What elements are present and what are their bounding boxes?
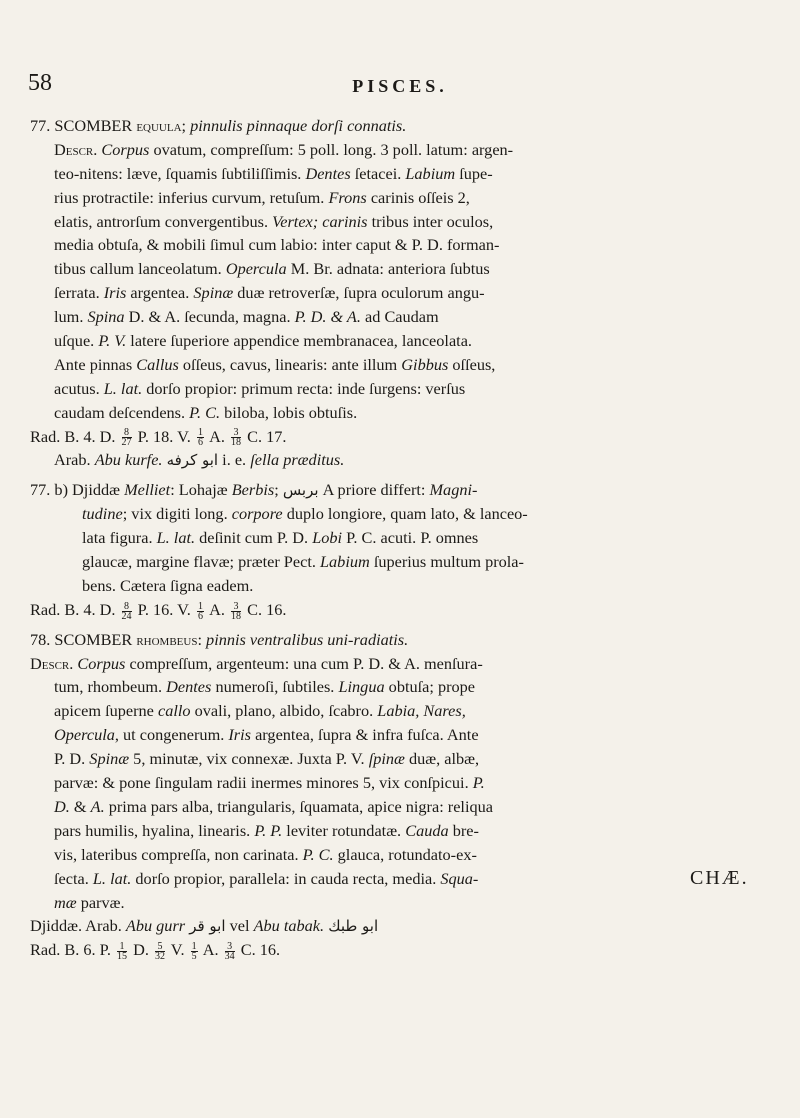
text-run: &: [69, 796, 91, 816]
text-line: [30, 138, 772, 162]
species-entry: [30, 628, 772, 962]
text-run: P. P.: [254, 820, 283, 840]
text-run: i. e.: [218, 450, 251, 470]
text-run: Opercula: [54, 725, 115, 745]
text-line: [30, 210, 772, 234]
text-run: Spinæ: [89, 749, 130, 769]
text-run: dorſo propior: primum recta: inde ſurgens: verſus: [142, 378, 466, 398]
text-run: P.: [472, 773, 485, 793]
text-run: Rad. B. 6. P.: [30, 940, 116, 960]
text-run: C. 16.: [243, 599, 287, 619]
body-text: [30, 114, 772, 962]
text-line: [30, 574, 772, 598]
text-run: $\frac{1}{6}$: [197, 600, 203, 622]
text-run: A.: [205, 599, 230, 619]
text-run: Abu tabak.: [253, 916, 325, 936]
text-run: P. C. acuti. P. omnes: [342, 528, 479, 548]
text-run: ſetacei.: [350, 163, 406, 183]
text-run: $\frac{1}{5}$: [191, 941, 197, 963]
text-line: [30, 186, 772, 210]
text-run: deſinit cum P. D.: [195, 528, 313, 548]
text-run: A.: [199, 940, 223, 960]
text-line: [30, 598, 772, 622]
text-line: [30, 747, 772, 771]
text-run: dorſo propior, parallela: in cauda recta, media.: [131, 868, 441, 888]
text-run: M. Br. adnata: anteriora ſubtus: [286, 259, 490, 279]
text-line: [30, 652, 772, 676]
text-run: Abu kurfe.: [94, 450, 163, 470]
species-entry: [30, 114, 772, 472]
text-run: parvæ: & pone ſingulam radii inermes minores 5, vix conſpicui.: [54, 773, 473, 793]
text-run: Cauda: [405, 820, 449, 840]
text-line: [30, 448, 772, 472]
text-line: [30, 377, 772, 401]
text-line: [30, 699, 772, 723]
text-line: [30, 819, 772, 843]
text-run: compreſſum, argenteum: una cum P. D. & A. menſura-: [125, 653, 483, 673]
text-run: Magni-: [429, 480, 478, 500]
text-run: Lingua: [338, 677, 385, 697]
text-run: ;: [181, 116, 191, 135]
species-entry: [30, 478, 772, 621]
text-run: Frons: [328, 187, 367, 207]
text-run: Djiddæ. Arab.: [30, 916, 126, 936]
text-run: ſuperius multum prola-: [369, 552, 524, 572]
text-run: media obtuſa, & mobili ſimul cum labio: inter caput & P. D. forman-: [54, 235, 500, 255]
text-run: ابو كرفه: [166, 451, 219, 470]
text-run: tudine: [82, 504, 123, 524]
text-run: Iris: [228, 725, 251, 745]
text-run: latere ſuperiore appendice membranacea, lanceolata.: [126, 331, 472, 351]
text-run: $\frac{1}{6}$: [197, 427, 203, 449]
text-run: P. V.: [98, 331, 127, 351]
text-run: Opercula: [225, 259, 287, 279]
text-run: ابو طبك: [328, 917, 379, 936]
text-run: P. C.: [302, 844, 334, 864]
text-run: Descr.: [54, 139, 102, 159]
text-run: equula: [136, 116, 182, 135]
text-run: Melliet: [124, 480, 171, 500]
text-run: leviter rotundatæ.: [282, 820, 406, 840]
text-run: Abu gurr: [125, 916, 186, 936]
text-run: elatis, antrorſum convergentibus.: [54, 211, 273, 231]
text-run: $\frac{3}{18}$: [231, 427, 242, 449]
text-run: ad Caudam: [360, 307, 439, 327]
text-run: ſella præditus.: [250, 450, 345, 470]
text-run: C. 16.: [236, 940, 281, 960]
text-line: [30, 550, 772, 574]
text-run: ; vix digiti long.: [122, 504, 232, 524]
text-line: [30, 843, 772, 867]
text-run: ſerrata.: [54, 283, 104, 303]
text-run: rius protractile: inferius curvum, retuſum.: [54, 187, 329, 207]
text-run: duæ retroverſæ, ſupra oculorum angu-: [233, 283, 485, 303]
text-run: ovali, plano, albido, ſcabro.: [190, 701, 378, 721]
text-run: Callus: [136, 354, 179, 374]
text-run: bens. Cætera ſigna eadem.: [82, 575, 254, 595]
text-run: duplo longiore, quam lato, & lanceo-: [282, 504, 528, 524]
text-line: [30, 257, 772, 281]
text-run: L. lat.: [92, 868, 132, 888]
text-run: $\frac{3}{34}$: [224, 941, 235, 963]
text-line: [30, 867, 772, 891]
text-run: duæ, albæ,: [404, 749, 480, 769]
text-run: numeroſi, ſubtiles.: [211, 677, 339, 697]
text-run: acutus.: [54, 378, 104, 398]
text-run: tum, rhombeum.: [54, 677, 167, 697]
text-line: [30, 305, 772, 329]
text-run: pars humilis, hyalina, linearis.: [54, 820, 255, 840]
text-run: glaucæ, margine flavæ; præter Pect.: [82, 552, 320, 572]
text-run: ſupe-: [455, 163, 493, 183]
text-run: $\frac{1}{15}$: [117, 941, 128, 963]
text-line: [30, 938, 772, 962]
text-run: argentea.: [126, 283, 194, 303]
text-run: D.: [129, 940, 154, 960]
text-run: P. C.: [189, 402, 221, 422]
text-run: oſſeus, cavus, linearis: ante illum: [178, 354, 402, 374]
text-run: bre-: [448, 820, 479, 840]
text-run: carinis oſſeis 2,: [366, 187, 470, 207]
text-run: 77. SCOMBER: [30, 116, 137, 135]
text-run: Spinæ: [193, 283, 234, 303]
text-line: [30, 281, 772, 305]
text-run: Gibbus: [401, 354, 449, 374]
text-run: P. D. & A.: [294, 307, 361, 327]
text-run: L. lat.: [103, 378, 143, 398]
text-run: :: [197, 629, 207, 649]
text-run: $\frac{8}{24}$: [121, 600, 132, 622]
text-run: caudam deſcendens.: [54, 402, 190, 422]
text-run: D. & A. ſecunda, magna.: [124, 307, 295, 327]
text-line: [30, 329, 772, 353]
text-run: ſecta.: [54, 868, 93, 888]
text-run: prima pars alba, triangularis, ſquamata, apice nigra: reliqua: [104, 796, 493, 816]
text-line: [30, 891, 772, 915]
text-run: vel: [225, 916, 254, 936]
text-run: P. 16. V.: [133, 599, 195, 619]
text-run: : Lohajæ: [170, 480, 232, 500]
catchword: CHÆ.: [690, 867, 749, 889]
text-line: [30, 723, 772, 747]
text-run: Squa-: [440, 868, 479, 888]
text-run: glauca, rotundato-ex-: [333, 844, 477, 864]
text-run: 77. b) Djiddæ: [30, 480, 125, 500]
text-run: Labium: [319, 552, 370, 572]
text-run: ;: [274, 480, 283, 500]
text-run: Ante pinnas: [54, 354, 137, 374]
text-run: parvæ.: [76, 892, 125, 912]
text-line: [30, 114, 772, 138]
text-run: Dentes: [166, 677, 212, 697]
text-run: Arab.: [54, 450, 95, 470]
text-line: [30, 795, 772, 819]
text-run: V.: [167, 940, 189, 960]
text-run: tribus inter oculos,: [367, 211, 494, 231]
text-run: oſſeus,: [448, 354, 496, 374]
text-line: [30, 233, 772, 257]
text-line: [30, 628, 772, 652]
text-run: corpore: [231, 504, 283, 524]
page-number: 58: [28, 70, 52, 96]
text-line: [30, 162, 772, 186]
text-run: Corpus: [101, 139, 150, 159]
text-run: A.: [205, 426, 230, 446]
text-run: rhombeus: [136, 629, 198, 649]
text-run: teo-nitens: læve, ſquamis ſubtiliſſimis.: [54, 163, 306, 183]
text-run: vis, lateribus compreſſa, non carinata.: [54, 844, 303, 864]
text-run: tibus callum lanceolatum.: [54, 259, 226, 279]
text-run: $\frac{8}{27}$: [121, 427, 132, 449]
running-title: PISCES.: [352, 76, 448, 96]
text-run: lata figura.: [82, 528, 157, 548]
text-run: Berbis: [231, 480, 275, 500]
text-run: callo: [157, 701, 191, 721]
text-run: obtuſa; prope: [384, 677, 476, 697]
text-run: pinnulis pinnaque dorſi connatis.: [190, 116, 407, 135]
text-run: apicem ſuperne: [54, 701, 158, 721]
text-run: Rad. B. 4. D.: [30, 426, 120, 446]
text-line: [30, 502, 772, 526]
text-run: , ut congenerum.: [114, 725, 229, 745]
text-run: Rad. B. 4. D.: [30, 599, 120, 619]
text-run: $\frac{5}{32}$: [155, 941, 166, 963]
text-line: [30, 425, 772, 449]
text-run: Dentes: [305, 163, 351, 183]
text-run: Iris: [103, 283, 127, 303]
text-line: [30, 353, 772, 377]
text-run: P. 18. V.: [133, 426, 195, 446]
text-run: 78. SCOMBER: [30, 629, 137, 649]
text-run: lum.: [54, 307, 88, 327]
text-run: Descr.: [30, 653, 78, 673]
text-run: Labium: [405, 163, 456, 183]
text-run: P. D.: [54, 749, 90, 769]
text-run: بربس: [282, 481, 319, 500]
text-run: Labia, Nares,: [377, 701, 466, 721]
text-run: Vertex; carinis: [272, 211, 368, 231]
text-run: C. 17.: [243, 426, 287, 446]
text-run: D.: [54, 796, 70, 816]
text-run: A.: [90, 796, 105, 816]
text-run: uſque.: [54, 331, 99, 351]
text-run: L. lat.: [156, 528, 196, 548]
text-line: [30, 478, 772, 502]
text-line: [30, 526, 772, 550]
text-run: Corpus: [77, 653, 126, 673]
text-run: ابو قر: [189, 917, 226, 936]
text-run: Lobi: [312, 528, 343, 548]
text-run: argentea, ſupra & infra fuſca. Ante: [251, 725, 479, 745]
text-run: mæ: [54, 892, 77, 912]
text-run: ſpinæ: [368, 749, 405, 769]
text-line: [30, 771, 772, 795]
text-run: 5, minutæ, vix connexæ. Juxta P. V.: [129, 749, 369, 769]
text-run: A priore differt:: [318, 480, 430, 500]
text-line: [30, 675, 772, 699]
text-line: [30, 401, 772, 425]
text-run: pinnis ventralibus uni-radiatis.: [206, 629, 409, 649]
text-run: ovatum, compreſſum: 5 poll. long. 3 poll. latum: argen-: [149, 139, 514, 159]
text-run: Spina: [87, 307, 125, 327]
text-run: biloba, lobis obtuſis.: [220, 402, 358, 422]
text-run: $\frac{3}{18}$: [231, 600, 242, 622]
text-line: [30, 914, 772, 938]
